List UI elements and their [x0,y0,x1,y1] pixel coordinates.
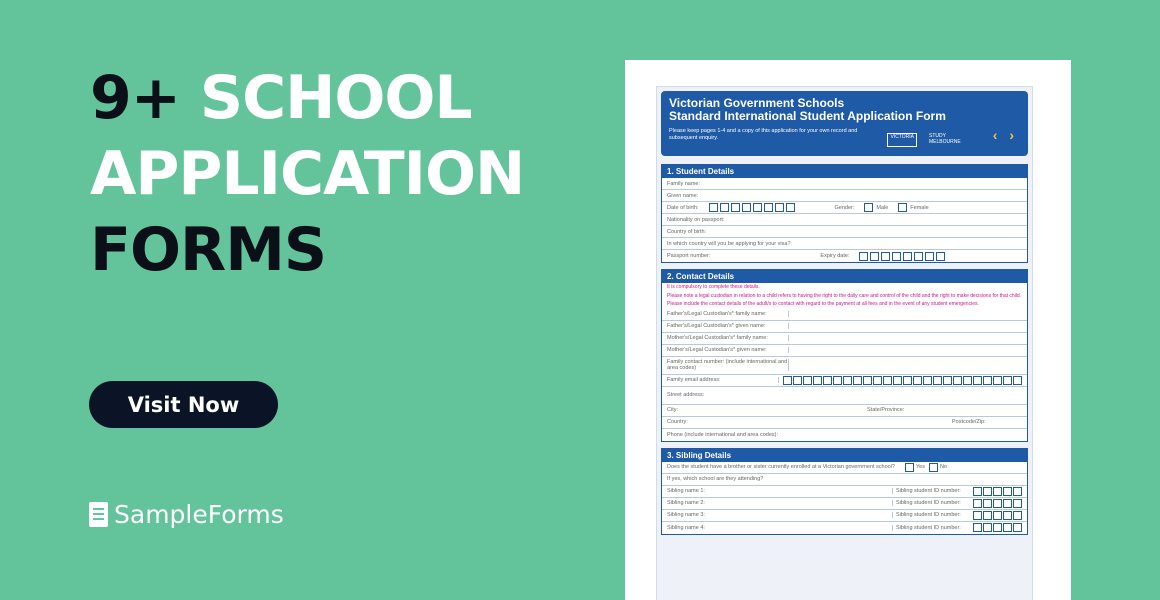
form-row: Family name: [662,178,1027,190]
notice-text: It is compulsory to complete these details. [667,284,760,290]
field-label: No [939,464,947,470]
headline-line-3: FORMS [90,215,327,285]
headline-school: SCHOOL [199,63,472,133]
headline [90,60,524,288]
field-label: Postcode/Zip: [952,419,986,425]
field-label: Yes [915,464,925,470]
form-row: Phone (include international and area codes): [667,431,778,438]
form-title-1: Victorian Government Schools [669,96,845,110]
form-row [662,498,1027,510]
notice-bullet: Please include the contact details of the adult/s to contact with regard to the payment at all fees and in the event of any student emergencies. [667,301,979,307]
form-row: Street address: [662,387,1027,405]
field-label: Sibling name 1: [667,488,893,494]
form-row [662,333,1027,345]
form-banner [661,91,1028,156]
checkbox [864,203,873,212]
field-label: Sibling student ID number: [896,524,961,531]
form-row [662,405,1027,417]
field-label: Family email address: [667,377,779,383]
form-row [662,250,1027,262]
field-label: Sibling student ID number: [896,500,961,506]
section-title: 1. Student Details [662,165,1027,178]
form-row: In which country will you be applying for your visa? [662,238,1027,250]
field-label: Sibling name 4: [667,525,893,531]
field-label: Expiry date: [820,253,850,259]
field-label: Father's/Legal Custodian's* given name: [667,323,789,329]
form-row [662,345,1027,357]
form-row [662,309,1027,321]
form-row [662,357,1027,375]
field-label: State/Province: [867,407,905,413]
checkbox [929,463,938,472]
id-boxes [973,499,1022,508]
section-title: 2. Contact Details [662,270,1027,283]
study-melbourne-logo: STUDY MELBOURNE [929,133,961,145]
victoria-logo: VICTORIA [887,133,917,147]
sibling-details-section [661,448,1028,535]
form-row: Country of birth: [662,226,1027,238]
checkbox [898,203,907,212]
field-label: Female [910,204,929,211]
chevron-icons: ‹ › [992,127,1018,143]
brand-logo[interactable] [89,500,284,529]
notice-bullet: Please note a legal custodian in relation to a child refers to having the right to the daily care and control of the child and the right to make decisions for that child. [667,292,1022,299]
field-label: Gender: [834,204,855,211]
field-label: Mother's/Legal Custodian's* given name: [667,347,789,353]
form-row [662,486,1027,498]
date-boxes [859,252,945,261]
form-row [662,202,1027,214]
form-row: Given name: [662,190,1027,202]
field-label: Does the student have a brother or sister currently enrolled at a Victorian government school? [667,464,895,470]
field-label: Male [876,204,889,211]
id-boxes [973,511,1022,520]
form-row [662,522,1027,534]
field-label: Sibling name 3: [667,512,893,518]
field-label: Sibling student ID number: [896,488,961,494]
form-row: If yes, which school are they attending? [662,474,1027,486]
contact-details-section [661,269,1028,442]
headline-count: 9+ [90,63,181,133]
form-row [662,375,1027,387]
visit-now-button[interactable]: Visit Now [89,381,278,428]
section-title: 3. Sibling Details [662,449,1027,462]
form-preview-image [625,60,1071,600]
field-label: Father's/Legal Custodian's* family name: [667,311,789,317]
application-form [656,86,1033,600]
form-title-2: Standard International Student Application Form [669,109,946,123]
checkbox [905,463,914,472]
field-label: Sibling student ID number: [896,512,961,518]
field-label: Date of birth: [667,204,699,211]
form-note: Please keep pages 1-4 and a copy of this application for your own record and subsequent enquiry. [669,128,858,141]
form-row [662,417,1027,429]
field-label: City: [667,407,678,413]
date-boxes [709,203,795,212]
field-label: Family contact number: (include international and area codes) [667,359,788,371]
student-details-section [661,164,1028,263]
form-row [662,321,1027,333]
field-label: Country: [667,419,688,425]
field-label: Passport number: [667,253,711,259]
field-label: Sibling name 2: [667,500,893,506]
form-row [662,510,1027,522]
form-row [662,462,1027,474]
field-label: Mother's/Legal Custodian's* family name: [667,335,789,341]
email-boxes [783,376,1022,385]
id-boxes [973,523,1022,532]
id-boxes [973,487,1022,496]
document-icon [89,502,108,527]
headline-line-1 [90,60,524,136]
brand-name: SampleForms [114,500,284,529]
headline-line-2: APPLICATION [90,139,525,209]
form-row: Nationality on passport: [662,214,1027,226]
